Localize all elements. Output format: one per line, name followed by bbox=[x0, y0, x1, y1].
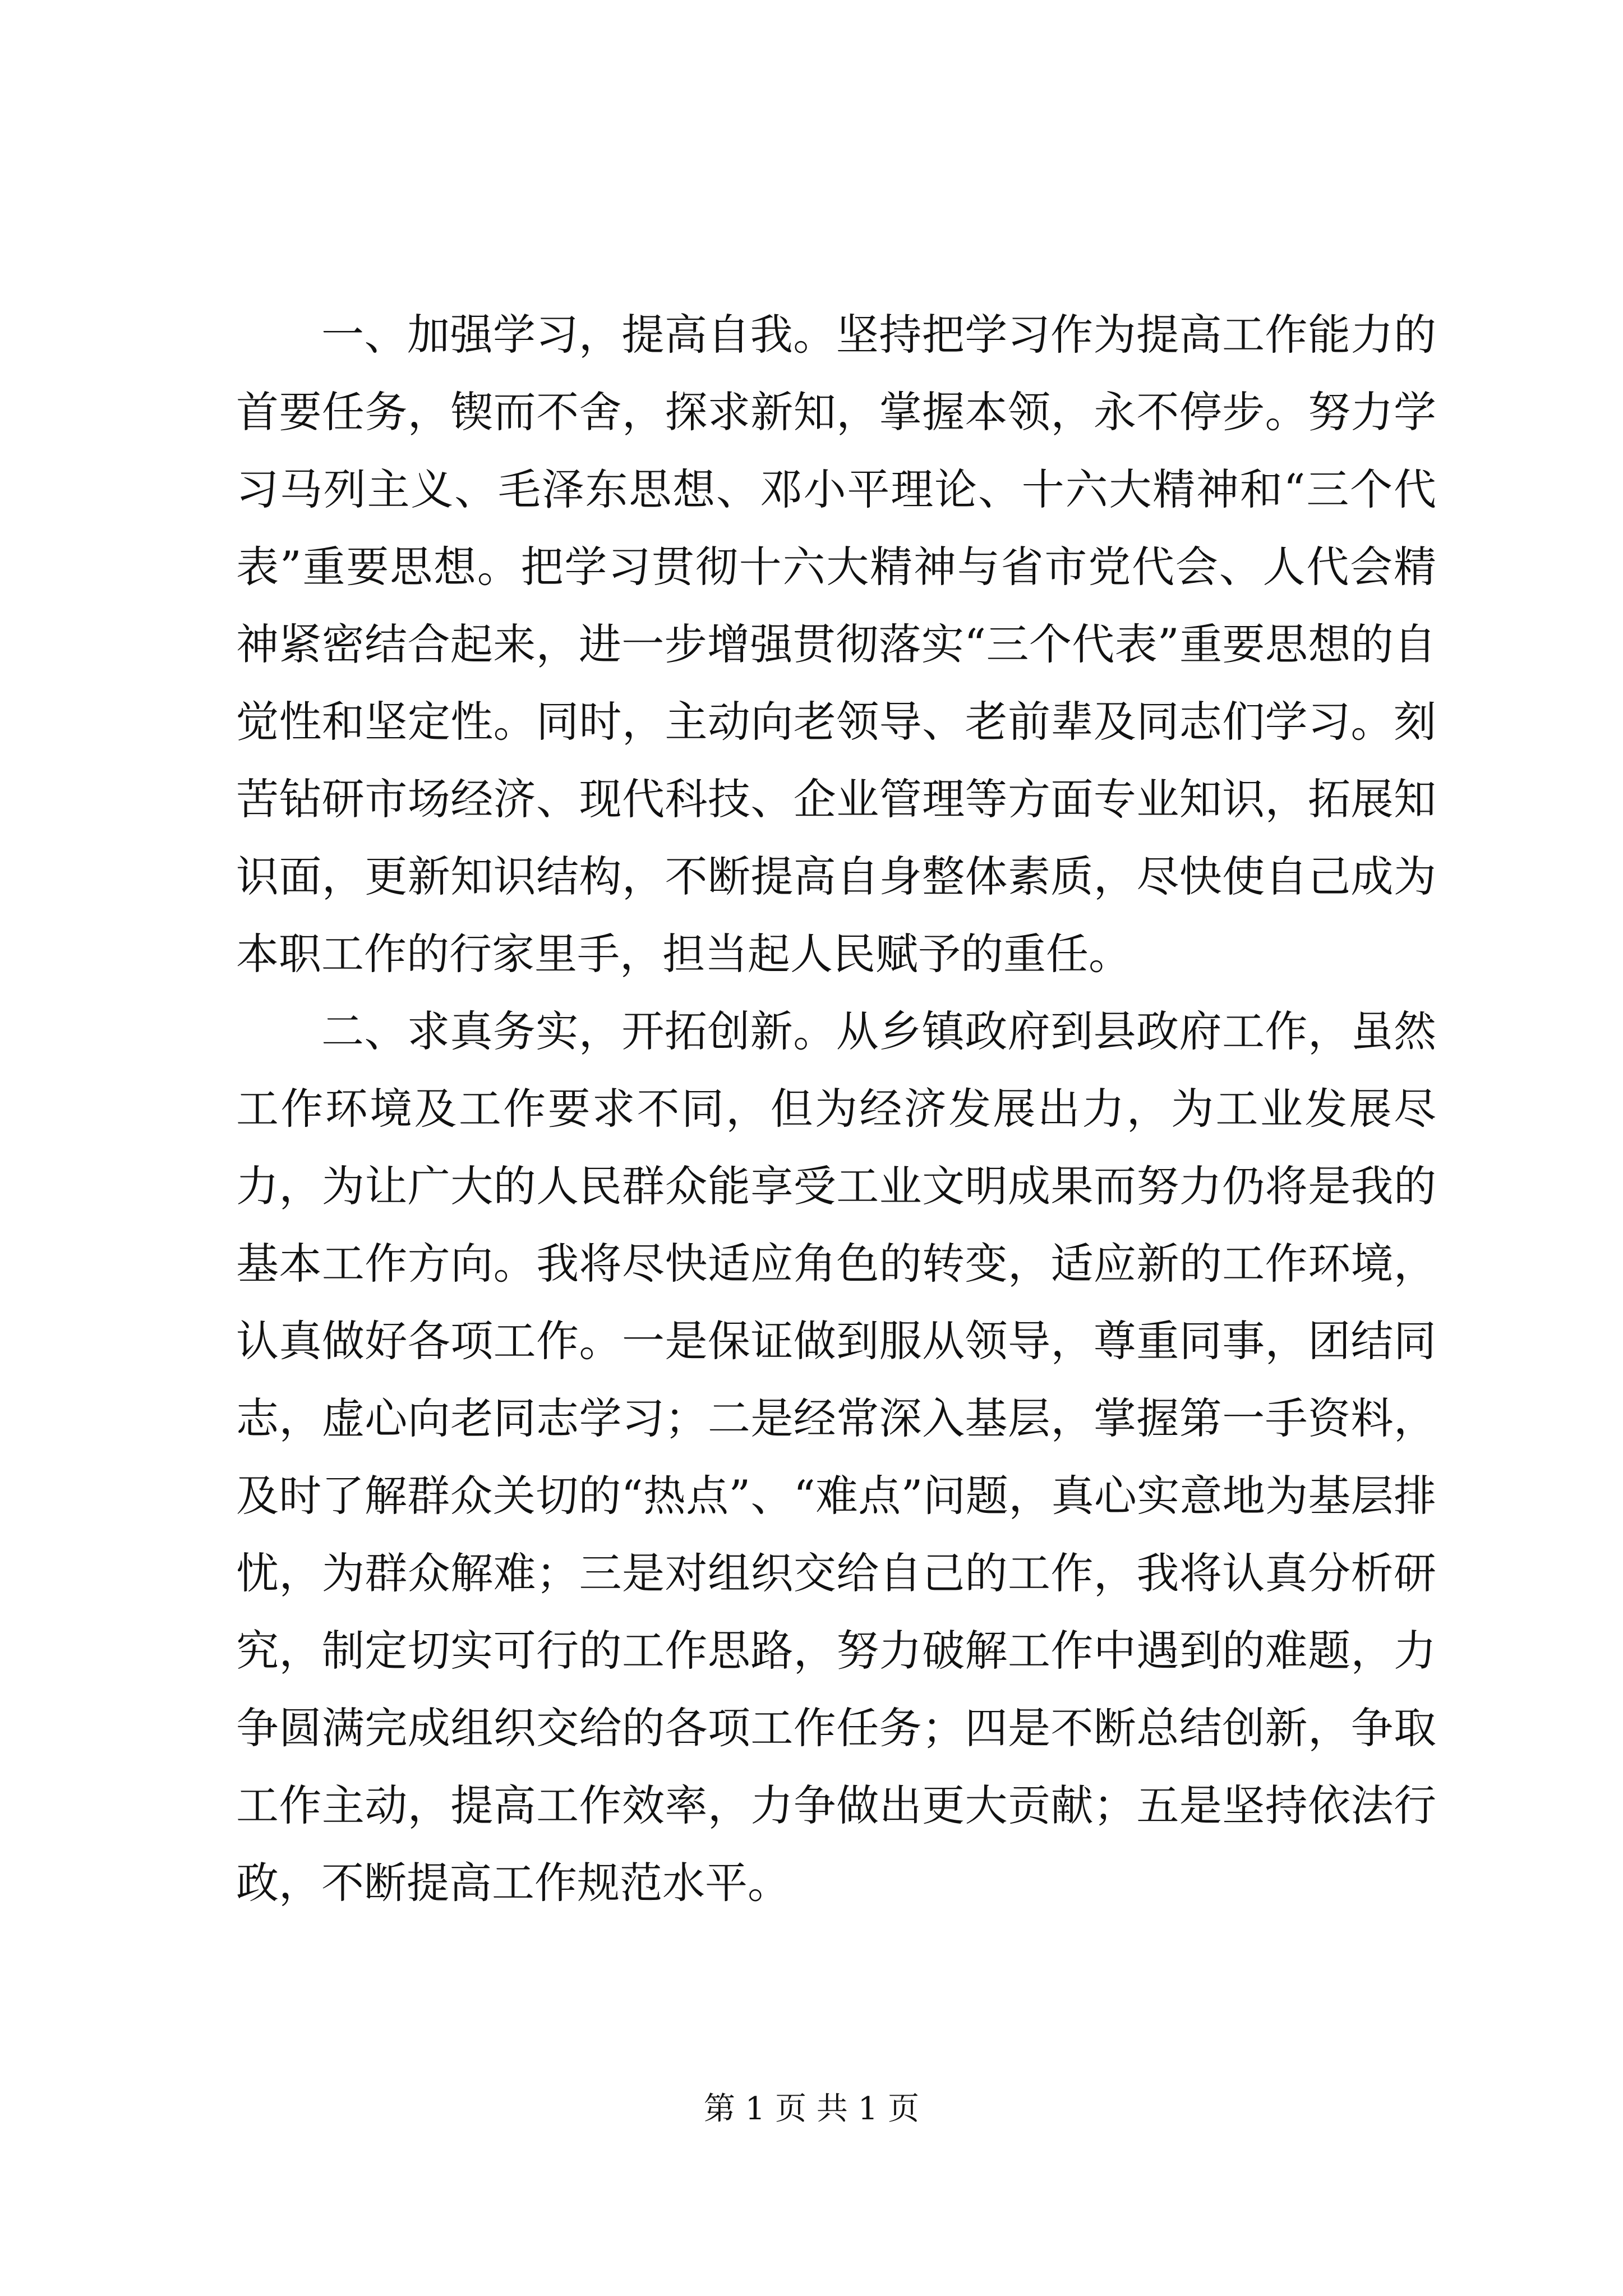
page-footer: 第 1 页 共 1 页 bbox=[703, 2091, 920, 2127]
paragraph-1: 一、加强学习，提高自我。坚持把学习作为提高工作能力的首要任务，锲而不舍，探求新知，掌握本领，永不停步。努力学习马列主义、毛泽东思想、邓小平理论、十六大精神和“三个代表”重要思想。把学习贯彻十六大精神与省市党代会、人代会精神紧密结合起来，进一步增强贯彻落实“三个代表”重要思想的自觉性和坚定性。同时，主动向老领导、老前辈及同志们学习。刻苦钻研市场经济、现代科技、企业管理等方面专业知识，拓展知识面，更新知识结构，不断提高自身整体素质，尽快使自己成为本职工作的行家里手，担当起人民赋予的重任。 bbox=[236, 310, 1436, 979]
document-body bbox=[236, 296, 1436, 1922]
paragraph-2: 二、求真务实，开拓创新。从乡镇政府到县政府工作，虽然工作环境及工作要求不同，但为经济发展出力，为工业发展尽力，为让广大的人民群众能享受工业文明成果而努力仍将是我的基本工作方向。我将尽快适应角色的转变，适应新的工作环境，认真做好各项工作。一是保证做到服从领导，尊重同事，团结同志，虚心向老同志学习；二是经常深入基层，掌握第一手资料，及时了解群众关切的“热点”、“难点”问题，真心实意地为基层排忧，为群众解难；三是对组织交给自己的工作，我将认真分析研究，制定切实可行的工作思路，努力破解工作中遇到的难题，力争圆满完成组织交给的各项工作任务；四是不断总结创新，争取工作主动，提高工作效率，力争做出更大贡献；五是坚持依法行政，不断提高工作规范水平。 bbox=[236, 1006, 1436, 1908]
